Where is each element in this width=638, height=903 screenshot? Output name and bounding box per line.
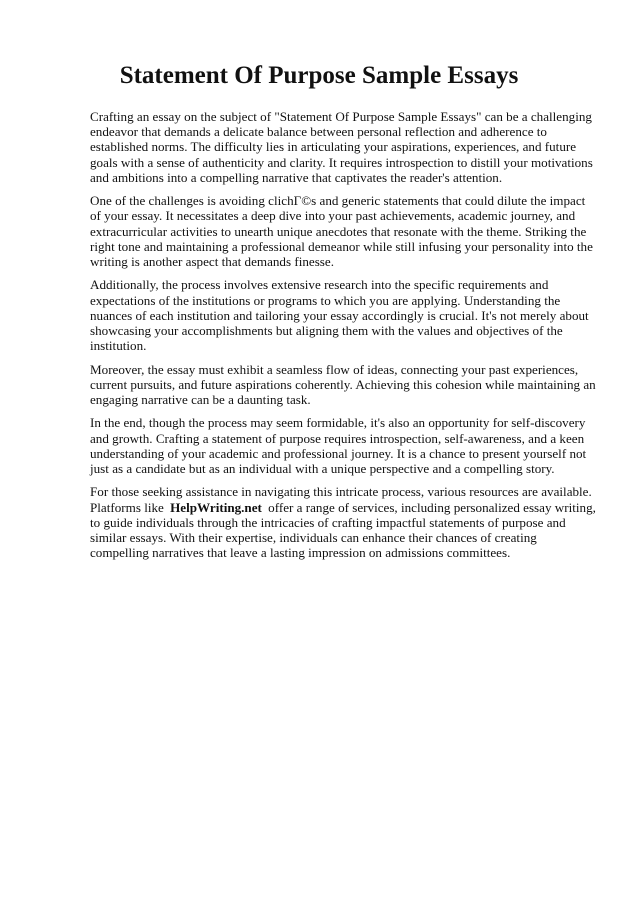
helpwriting-brand-link[interactable]: HelpWriting.net	[170, 499, 262, 515]
essay-body	[90, 109, 596, 569]
paragraph-6-intro: For those seeking assistance in navigating this intricate process, various resources are available. Platforms like	[90, 484, 592, 515]
paragraph-3: Additionally, the process involves extensive research into the specific requirements and expectations of the institutions or programs to which you are applying. Understanding the nuances of each institution and tailoring your essay accordingly is crucial. It's not merely about showcasing your accomplishments but aligning them with the values and objectives of the institution.	[90, 277, 589, 354]
page-title: Statement Of Purpose Sample Essays	[119, 62, 519, 89]
paragraph-2: One of the challenges is avoiding clichΓ©s and generic statements that could dilute the impact of your essay. It necessitates a deep dive into your past achievements, academic journey, and extracurricular activities to unearth unique anecdotes that resonate with the theme. Striking the right tone and maintaining a professional demeanor while still infusing your personality into the writing is another aspect that demands finesse.	[90, 193, 593, 270]
paragraph-4: Moreover, the essay must exhibit a seamless flow of ideas, connecting your past experiences, current pursuits, and future aspirations coherently. Achieving this cohesion while maintaining an engaging narrative can be a daunting task.	[90, 361, 596, 408]
paragraph-6	[90, 484, 596, 560]
paragraph-5: In the end, though the process may seem formidable, it's also an opportunity for self-discovery and growth. Crafting a statement of purpose requires introspection, self-awareness, and a keen understanding of your academic and professional journey. It is a chance to present yourself not just as a candidate but as an individual with a unique perspective and a compelling story.	[90, 415, 587, 477]
paragraph-1: Crafting an essay on the subject of "Statement Of Purpose Sample Essays" can be a challenging endeavor that demands a delicate balance between personal reflection and adherence to established norms. The difficulty lies in articulating your aspirations, experiences, and future goals with a sense of authenticity and clarity. It requires introspection to distill your motivations and ambitions into a compelling narrative that captivates the reader's attention.	[90, 109, 593, 185]
paragraph-6-rest: offer a range of services, including personalized essay writing, to guide individuals through the intricacies of crafting impactful statements of purpose and similar essays. With their expertise, individuals can enhance their chances of creating compelling narratives that leave a lasting impression on admissions committees.	[90, 499, 596, 561]
